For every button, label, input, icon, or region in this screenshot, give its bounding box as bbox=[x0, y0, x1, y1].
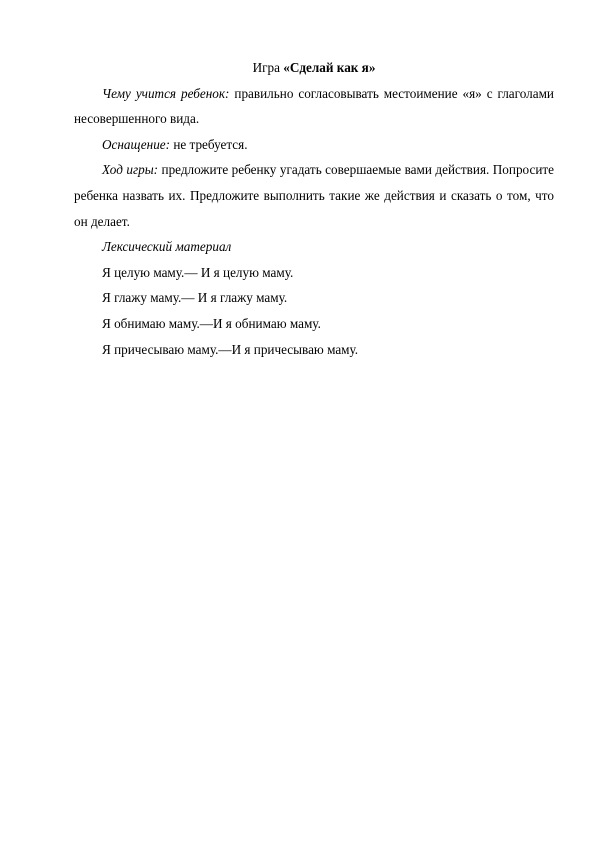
lexical-material-heading: Лексический материал bbox=[102, 239, 232, 255]
game-procedure-text: предложите ребенку угадать совершаемые вами действия. Попросите ребенка назвать их. Предложите выполнить такие же действия и сказать о том, что он делает. bbox=[74, 162, 555, 229]
game-procedure-paragraph bbox=[74, 157, 554, 234]
learning-goal-label: Чему учится ребенок: bbox=[102, 85, 230, 101]
game-procedure-label: Ход игры: bbox=[102, 162, 159, 178]
lexical-line: Я обнимаю маму.—И я обнимаю маму. bbox=[102, 315, 321, 331]
title-prefix: Игра bbox=[252, 60, 284, 75]
lexical-line: Я причесываю маму.—И я причесываю маму. bbox=[102, 341, 359, 357]
learning-goal-paragraph bbox=[74, 81, 554, 132]
lexical-line: Я целую маму.— И я целую маму. bbox=[102, 264, 294, 280]
equipment-paragraph bbox=[74, 132, 554, 158]
equipment-label: Оснащение: bbox=[102, 136, 171, 152]
equipment-text: не требуется. bbox=[170, 136, 248, 152]
game-name: «Сделай как я» bbox=[283, 60, 376, 75]
page-title bbox=[74, 55, 554, 81]
lexical-line: Я глажу маму.— И я глажу маму. bbox=[102, 290, 288, 306]
document-body bbox=[74, 55, 554, 362]
learning-goal-text: правильно согласовывать местоимение «я» с глаголами несовершенного вида. bbox=[74, 85, 554, 127]
